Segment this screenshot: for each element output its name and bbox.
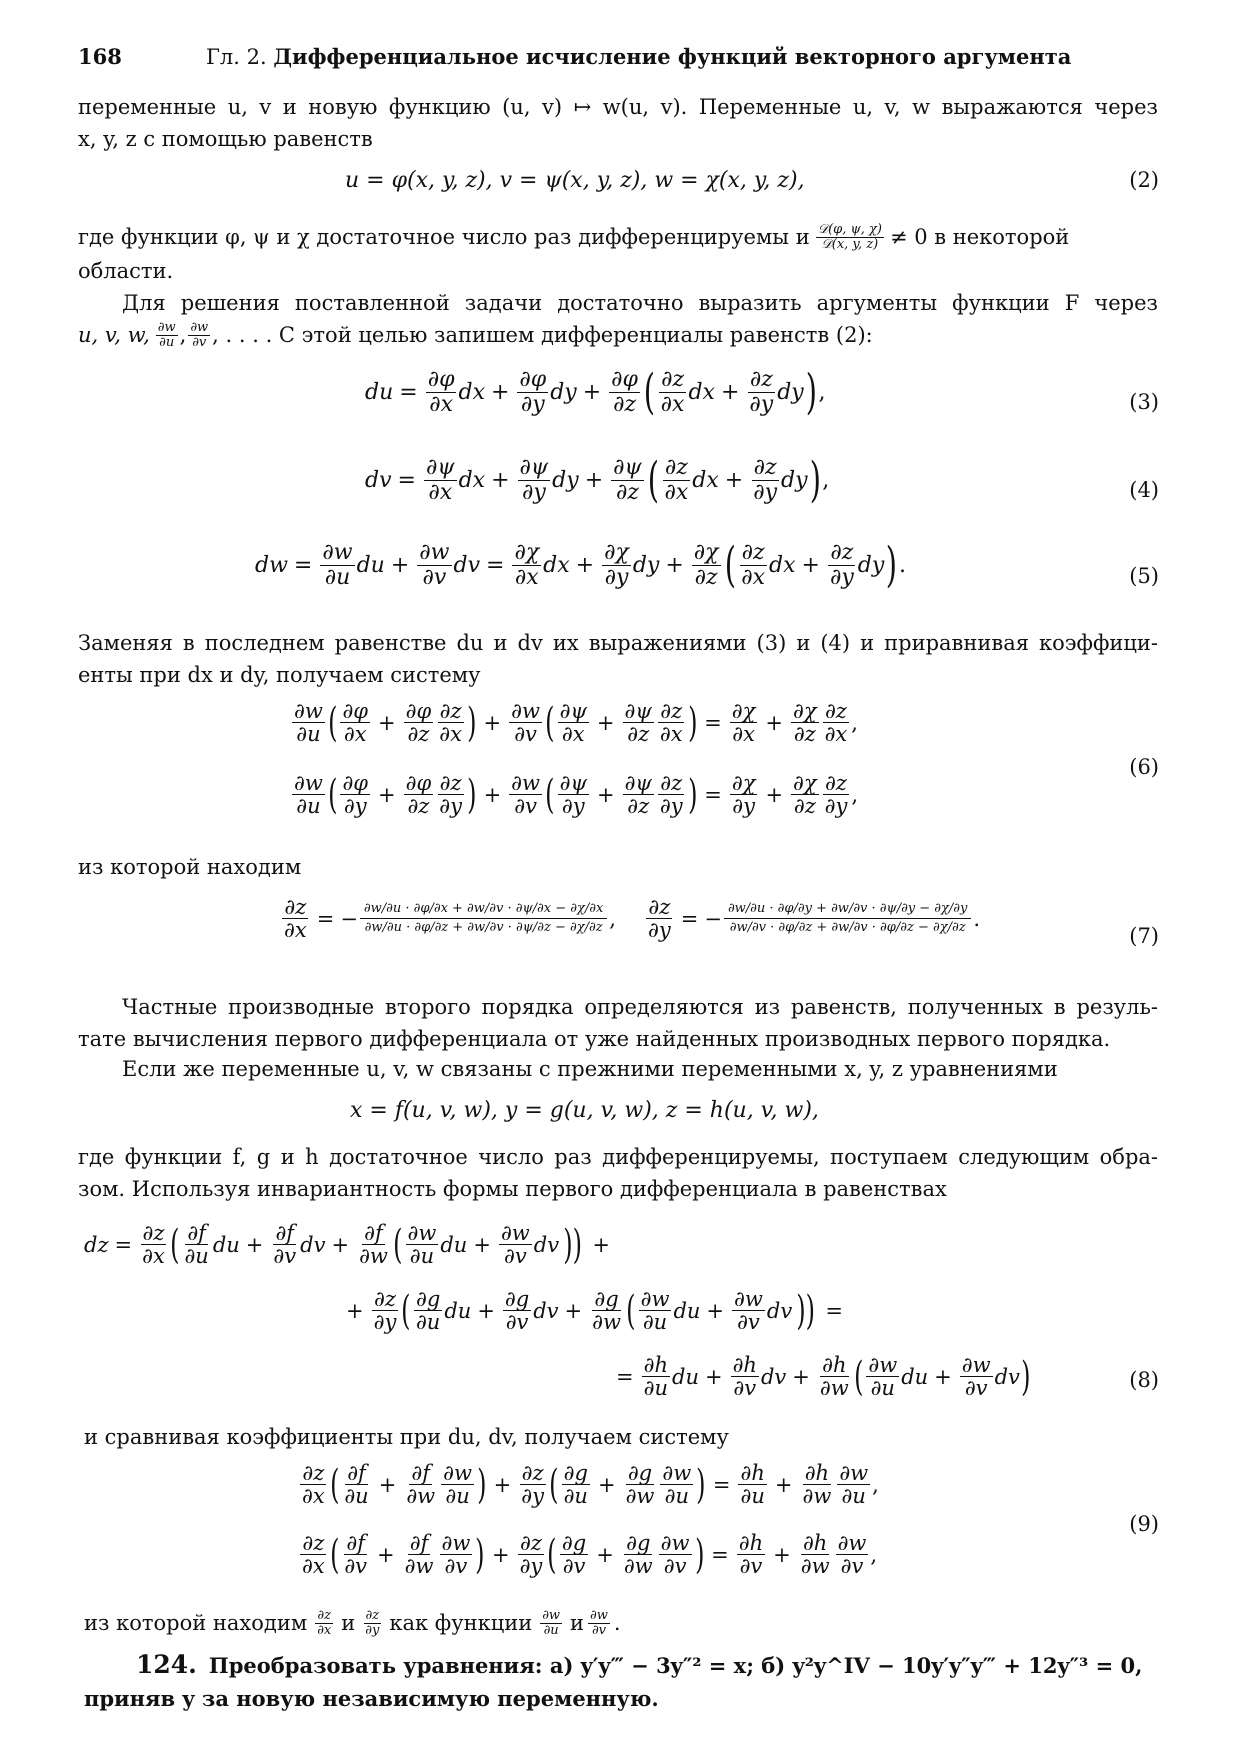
- text-line: области.: [78, 259, 174, 283]
- text-line: и сравнивая коэффициенты при du, dv, получаем систему: [84, 1425, 729, 1449]
- jacobian-numerator: 𝒟(φ, ψ, χ): [817, 221, 882, 237]
- text-line: где функции f, g и h достаточное число раз дифференцируемы, поступаем следующим обра-: [78, 1145, 1158, 1169]
- equation-number: (9): [1129, 1512, 1159, 1536]
- chapter-label: Гл. 2.: [206, 45, 267, 69]
- text-line: x, y, z с помощью равенств: [78, 127, 373, 151]
- text-fragment: и: [570, 1611, 585, 1635]
- equation-number: (4): [1129, 478, 1159, 502]
- text-line: енты при dx и dy, получаем систему: [78, 663, 481, 687]
- text-fragment: и: [341, 1611, 356, 1635]
- equation-number: (5): [1129, 564, 1159, 588]
- jacobian-denominator: 𝒟(x, y, z): [821, 236, 879, 252]
- text-line: Если же переменные u, v, w связаны с прежними переменными x, y, z уравнениями: [122, 1057, 1058, 1081]
- problem-number: 124.: [136, 1650, 197, 1679]
- text-fragment: где функции φ, ψ и χ достаточное число раз дифференцируемы и: [78, 225, 810, 249]
- text-fragment: u, v, w,: [78, 323, 150, 347]
- text-line: из которой находим: [78, 855, 302, 879]
- equation-8-line1: dz = $\frac{\partial z}{\partial x}$ ( $\frac{\partial f}{\partial u}$ du + $\frac{\partial f}{\partial v}$ dv + $\frac{\partial f}{\partial w}$ ( $\frac{\partial w}{\partial u}$ du + $\frac{\partial w}{\partial v}$ dv )) +: [84, 1221, 610, 1269]
- running-header: [78, 44, 1168, 74]
- equation-number: (8): [1129, 1368, 1159, 1392]
- jacobian-fraction: [816, 223, 884, 251]
- text-fragment: ≠ 0 в некоторой: [889, 225, 1070, 249]
- chapter-title: Дифференциальное исчисление функций векторного аргумента: [273, 44, 1072, 69]
- equation-9-line1: $\frac{\partial z}{\partial x}$ ( $\frac{\partial f}{\partial u}$ + $\frac{\partial f}{\partial w}$ $\frac{\partial w}{\partial u}$ ) + $\frac{\partial z}{\partial y}$ ( $\frac{\partial g}{\partial u}$ + $\frac{\partial g}{\partial w}$ $\frac{\partial w}{\partial u}$ ) = $\frac{\partial h}{\partial u}$ + $\frac{\partial h}{\partial w}$ $\frac{\partial w}{\partial u}$ ,: [302, 1461, 879, 1509]
- equation-2: u = φ(x, y, z), v = ψ(x, y, z), w = χ(x, y, z),: [345, 168, 805, 193]
- equation-number: (6): [1129, 755, 1159, 779]
- text-line: Заменяя в последнем равенстве du и dv их выражениями (3) и (4) и приравнивая коэффици-: [78, 631, 1158, 655]
- partial-w-v: $\frac{\partial w}{\partial v}$: [190, 319, 209, 350]
- text-fragment: , . . . . С этой целью запишем дифференциалы равенств (2):: [212, 323, 873, 347]
- problem-statement-cont: приняв y за новую независимую переменную.: [84, 1686, 659, 1711]
- problem-statement: Преобразовать уравнения: а) y′y‴ − 3y″² = x; б) y²y^IV − 10y′y″y‴ + 12y″³ = 0,: [208, 1653, 1143, 1678]
- equation-8-line2: + $\frac{\partial z}{\partial y}$ ( $\frac{\partial g}{\partial u}$ du + $\frac{\partial g}{\partial v}$ dv + $\frac{\partial g}{\partial w}$ ( $\frac{\partial w}{\partial u}$ du + $\frac{\partial w}{\partial v}$ dv )) =: [346, 1287, 844, 1335]
- text-line: переменные u, v и новую функцию (u, v) ↦ w(u, v). Переменные u, v, w выражаются через: [78, 95, 1158, 119]
- partial-w-u: $\frac{\partial w}{\partial u}$: [157, 319, 176, 350]
- text-fragment: как функции: [389, 1611, 533, 1635]
- equation-6-line1: $\frac{\partial w}{\partial u}$ ( $\frac{\partial\varphi}{\partial x}$ + $\frac{\partial\varphi}{\partial z}$ $\frac{\partial z}{\partial x}$ ) + $\frac{\partial w}{\partial v}$ ( $\frac{\partial\psi}{\partial x}$ + $\frac{\partial\psi}{\partial z}$ $\frac{\partial z}{\partial x}$ ) = $\frac{\partial\chi}{\partial x}$ + $\frac{\partial\chi}{\partial z}$ $\frac{\partial z}{\partial x}$ ,: [294, 699, 858, 747]
- text-line-jacobian: [78, 222, 1069, 252]
- page-number: 168: [78, 44, 122, 69]
- text-line: Частные производные второго порядка определяются из равенств, полученных в резуль-: [122, 995, 1158, 1019]
- equation-number: (3): [1129, 390, 1159, 414]
- text-line: тате вычисления первого дифференциала от уже найденных производных первого порядка.: [78, 1027, 1111, 1051]
- equation-number: (7): [1129, 924, 1159, 948]
- equation-5: dw = $\frac{\partial w}{\partial u}$ du + $\frac{\partial w}{\partial v}$ dv = $\frac{\partial\chi}{\partial x}$ dx + $\frac{\partial\chi}{\partial y}$ dy + $\frac{\partial\chi}{\partial z}$ ( $\frac{\partial z}{\partial x}$ dx + $\frac{\partial z}{\partial y}$ dy ) .: [255, 537, 907, 593]
- text-line-partials: u, v, w, $\frac{\partial w}{\partial u}$ , $\frac{\partial w}{\partial v}$ , . . . . С этой целью запишем дифференциалы равенств (2):: [78, 319, 873, 350]
- equation-3: du = $\frac{\partial\varphi}{\partial x}$ dx + $\frac{\partial\varphi}{\partial y}$ dy + $\frac{\partial\varphi}{\partial z}$ ( $\frac{\partial z}{\partial x}$ dx + $\frac{\partial z}{\partial y}$ dy ) ,: [365, 364, 826, 420]
- problem-124: [136, 1650, 1142, 1681]
- text-line: Для решения поставленной задачи достаточно выразить аргументы функции F через: [122, 291, 1158, 315]
- equation-7: $\frac{\partial z}{\partial x}$ = − $\frac{\partial w/\partial u \cdot \partial\varphi/\partial x + \partial w/\partial v \cdot \partial\psi/\partial x - \partial\chi/\partial x}{\partial w/\partial u \cdot \partial\varphi/\partial z + \partial w/\partial v \cdot \partial\psi/\partial z - \partial\chi/\partial z}$ , $\frac{\partial z}{\partial y}$ = − $\frac{\partial w/\partial u \cdot \partial\varphi/\partial y + \partial w/\partial v \cdot \partial\psi/\partial y - \partial\chi/\partial y}{\partial w/\partial v \cdot \partial\varphi/\partial z + \partial w/\partial v \cdot \partial\varphi/\partial z - \partial\chi/\partial z}$ .: [284, 895, 981, 943]
- equation-9-line2: $\frac{\partial z}{\partial x}$ ( $\frac{\partial f}{\partial v}$ + $\frac{\partial f}{\partial w}$ $\frac{\partial w}{\partial v}$ ) + $\frac{\partial z}{\partial y}$ ( $\frac{\partial g}{\partial v}$ + $\frac{\partial g}{\partial w}$ $\frac{\partial w}{\partial v}$ ) = $\frac{\partial h}{\partial v}$ + $\frac{\partial h}{\partial w}$ $\frac{\partial w}{\partial v}$ ,: [302, 1531, 878, 1579]
- equation-number: (2): [1129, 168, 1159, 192]
- equation-4: dv = $\frac{\partial\psi}{\partial x}$ dx + $\frac{\partial\psi}{\partial y}$ dy + $\frac{\partial\psi}{\partial z}$ ( $\frac{\partial z}{\partial x}$ dx + $\frac{\partial z}{\partial y}$ dy ) ,: [365, 452, 830, 508]
- equation-xyz: x = f(u, v, w), y = g(u, v, w), z = h(u, v, w),: [350, 1098, 819, 1123]
- equation-6-line2: $\frac{\partial w}{\partial u}$ ( $\frac{\partial\varphi}{\partial y}$ + $\frac{\partial\varphi}{\partial z}$ $\frac{\partial z}{\partial y}$ ) + $\frac{\partial w}{\partial v}$ ( $\frac{\partial\psi}{\partial y}$ + $\frac{\partial\psi}{\partial z}$ $\frac{\partial z}{\partial y}$ ) = $\frac{\partial\chi}{\partial y}$ + $\frac{\partial\chi}{\partial z}$ $\frac{\partial z}{\partial y}$ ,: [294, 771, 859, 819]
- text-fragment: из которой находим: [84, 1611, 308, 1635]
- text-line: зом. Используя инвариантность формы первого дифференциала в равенствах: [78, 1177, 947, 1201]
- running-title: [206, 44, 1071, 69]
- equation-8-line3: = $\frac{\partial h}{\partial u}$ du + $\frac{\partial h}{\partial v}$ dv + $\frac{\partial h}{\partial w}$ ( $\frac{\partial w}{\partial u}$ du + $\frac{\partial w}{\partial v}$ dv ): [616, 1353, 1031, 1401]
- text-line-final: из которой находим $\frac{\partial z}{\partial x}$ и $\frac{\partial z}{\partial y}$ как функции $\frac{\partial w}{\partial u}$ и $\frac{\partial w}{\partial v}$ .: [84, 1607, 621, 1638]
